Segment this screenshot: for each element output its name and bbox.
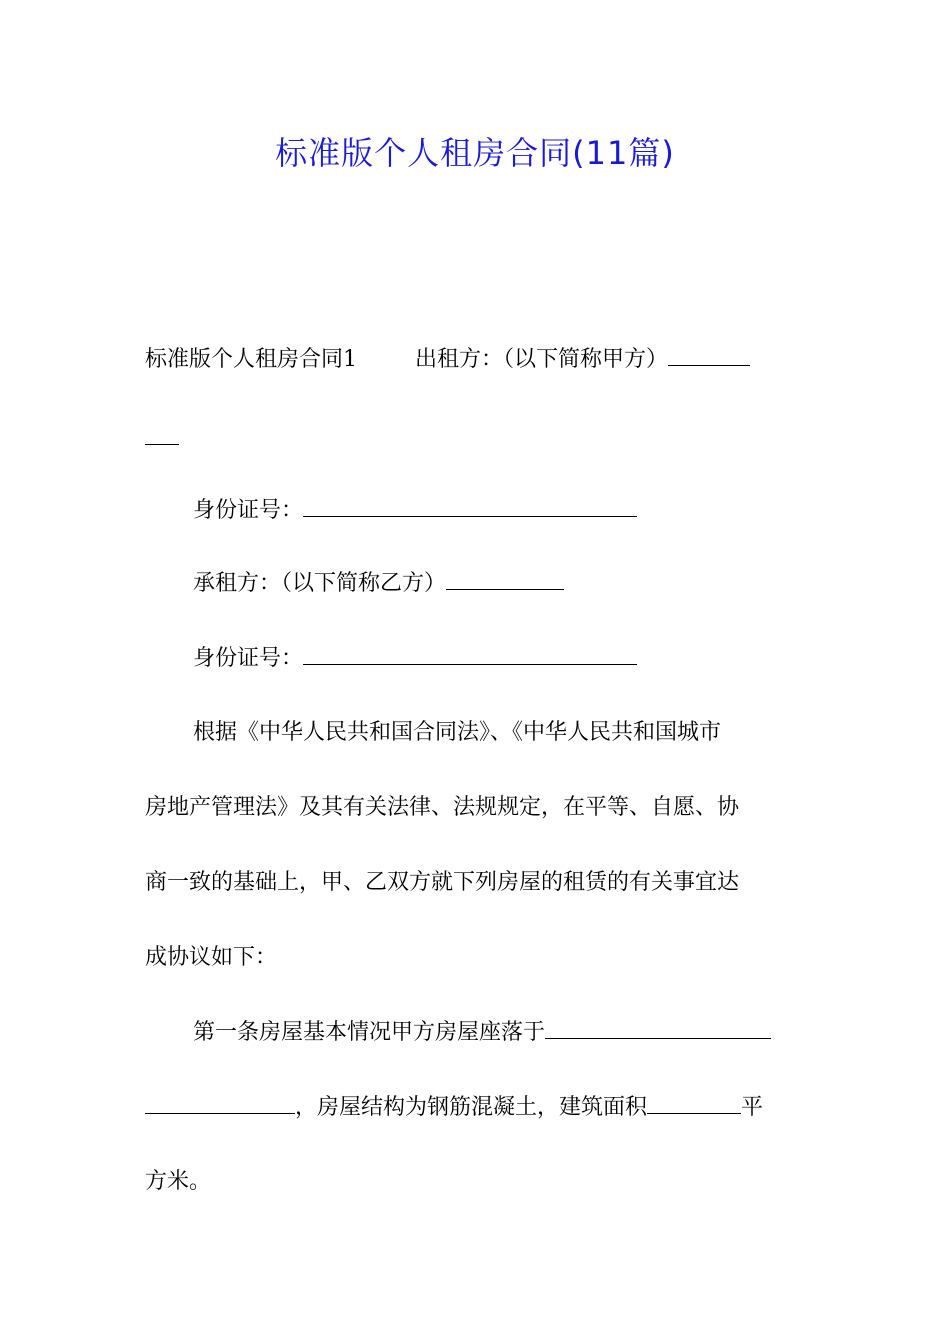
article1-line-2 bbox=[145, 1093, 763, 1123]
article1-line-3: 方米。 bbox=[145, 1169, 212, 1194]
document-title: 标准版个人租房合同(11篇) bbox=[275, 134, 675, 172]
lessee-line bbox=[193, 569, 564, 599]
lessor-blank-tail bbox=[145, 426, 179, 445]
location-blank bbox=[545, 1020, 771, 1039]
lessor-label: 出租方：（以下简称甲方） bbox=[415, 347, 669, 372]
id-line-1 bbox=[193, 496, 637, 526]
id-blank-2 bbox=[303, 646, 637, 665]
basis-line-3: 商一致的基础上，甲、乙双方就下列房屋的租赁的有关事宜达 bbox=[145, 870, 740, 895]
id-label-1: 身份证号： bbox=[193, 498, 304, 523]
article1-text-2: ，房屋结构为钢筋混凝土，建筑面积 bbox=[295, 1095, 648, 1120]
id-label-2: 身份证号： bbox=[193, 646, 304, 671]
basis-line-4: 成协议如下： bbox=[145, 945, 278, 970]
intro-heading: 标准版个人租房合同1 bbox=[145, 347, 357, 372]
lessee-blank bbox=[446, 571, 564, 590]
location-blank-tail bbox=[145, 1095, 295, 1114]
area-blank bbox=[647, 1095, 741, 1114]
lessee-label: 承租方：（以下简称乙方） bbox=[193, 571, 447, 596]
lessor-blank bbox=[668, 347, 750, 366]
lessor-blank-continued bbox=[145, 424, 179, 454]
intro-line bbox=[145, 345, 750, 375]
basis-line-2: 房地产管理法》及其有关法律、法规规定，在平等、自愿、协 bbox=[145, 795, 740, 820]
id-blank-1 bbox=[303, 498, 637, 517]
article1-text-1: 第一条房屋基本情况甲方房屋座落于 bbox=[193, 1020, 546, 1045]
article1-text-2-end: 平 bbox=[741, 1095, 764, 1120]
basis-line-1: 根据《中华人民共和国合同法》、《中华人民共和国城市 bbox=[193, 720, 722, 745]
id-line-2 bbox=[193, 644, 637, 674]
article1-line-1 bbox=[193, 1018, 771, 1048]
